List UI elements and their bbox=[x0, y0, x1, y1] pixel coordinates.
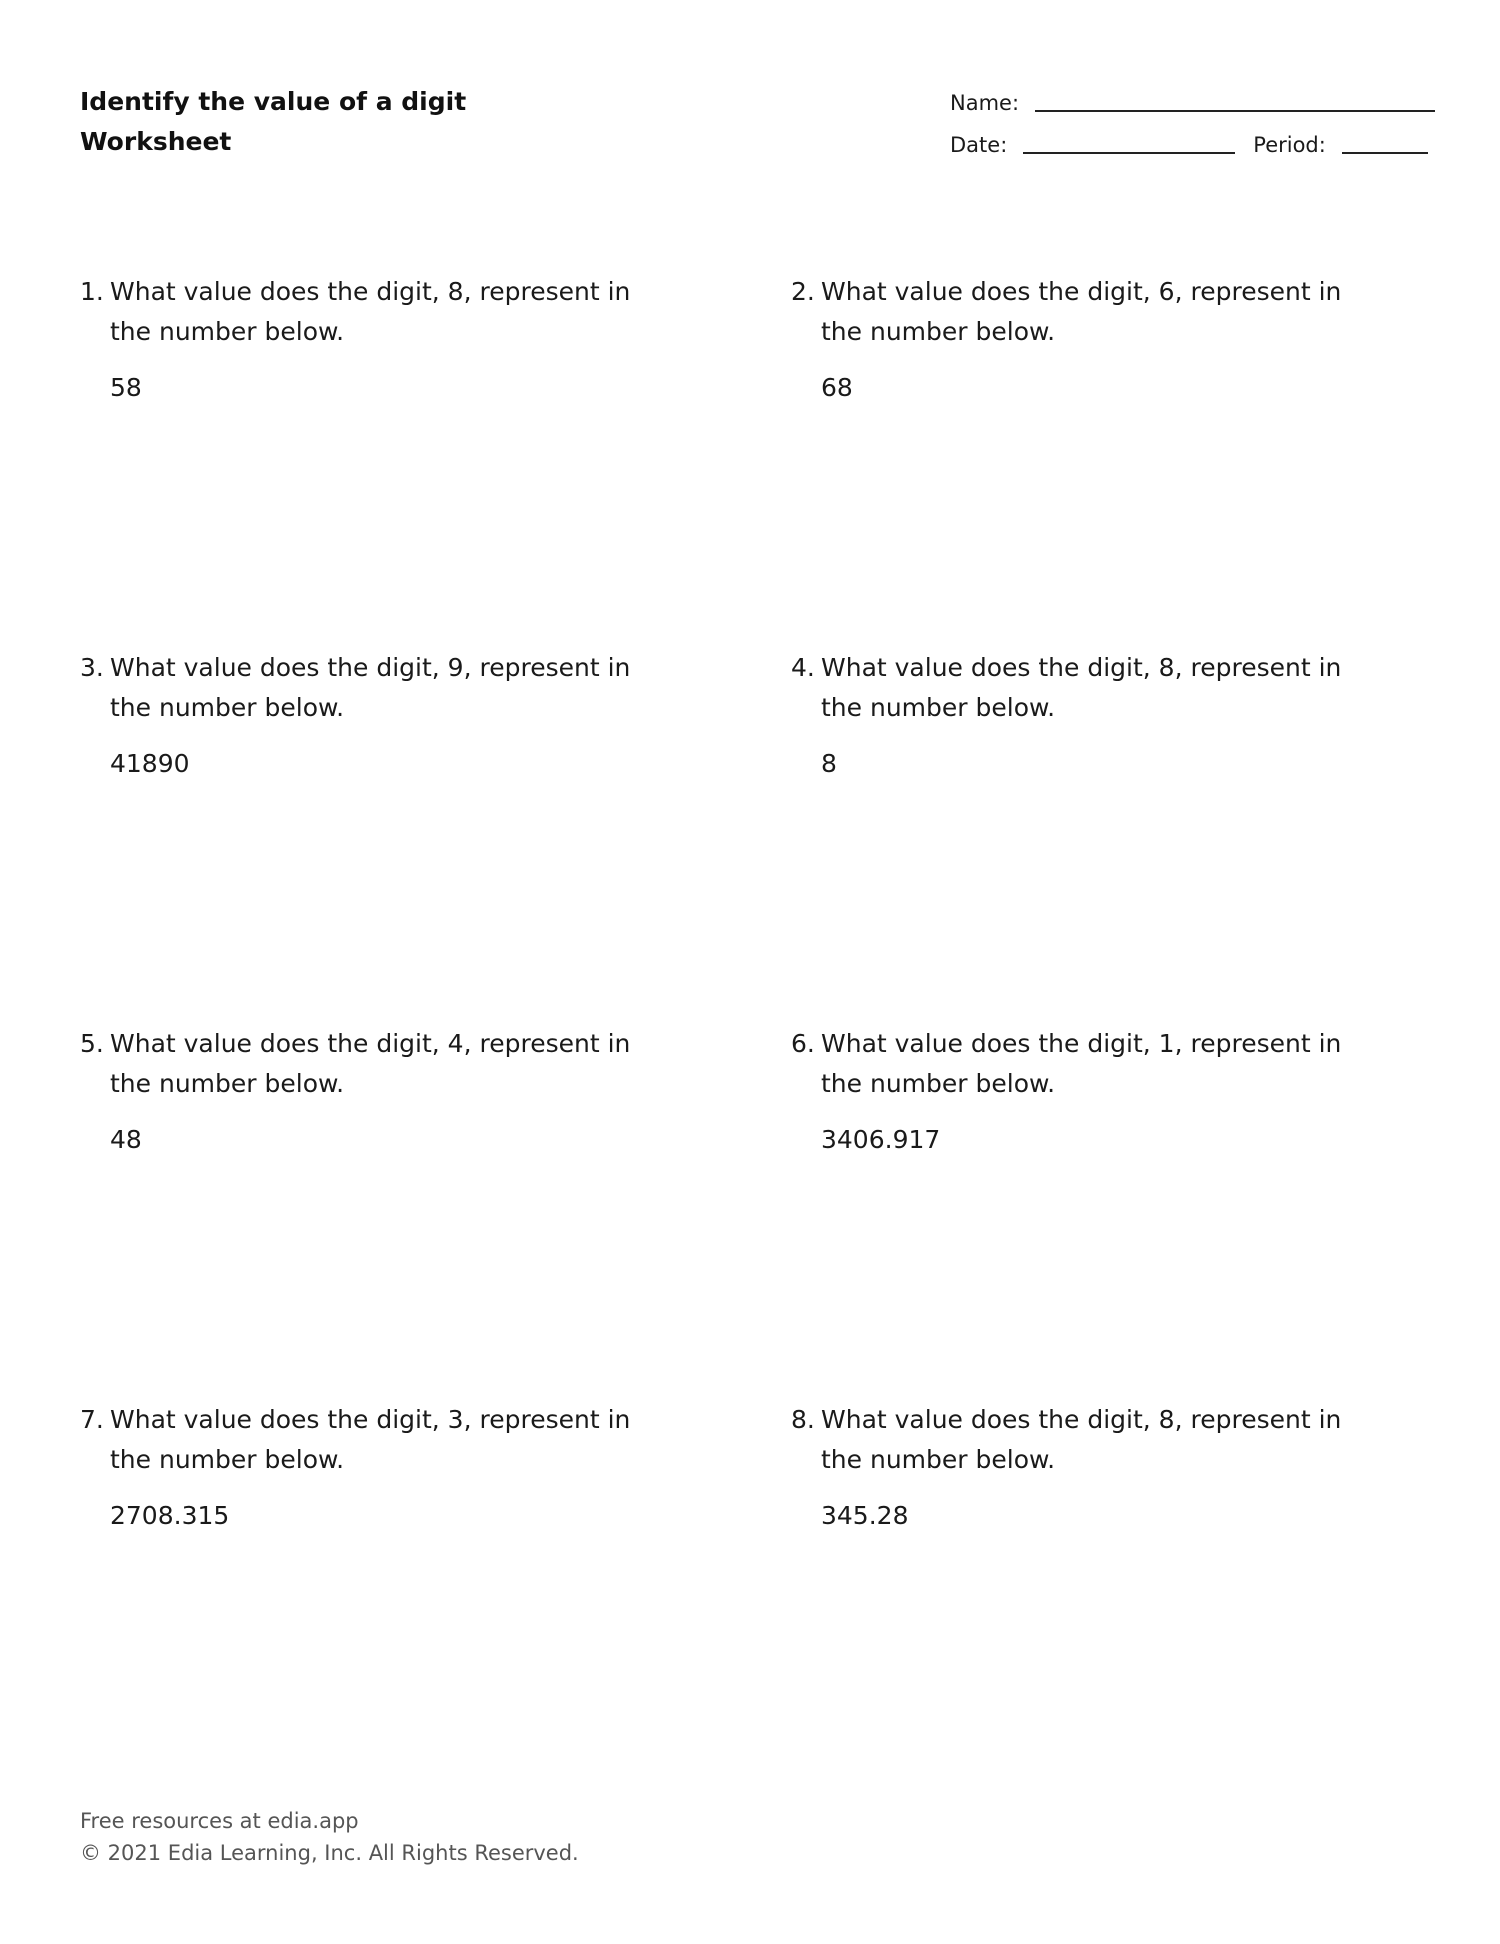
question-number-value: 345.28 bbox=[821, 1501, 909, 1530]
question-text: What value does the digit, 8, represent in the number below. bbox=[110, 277, 631, 346]
question-text: What value does the digit, 8, represent in the number below. bbox=[821, 1405, 1342, 1474]
question-7 bbox=[80, 1400, 680, 1536]
question-text: What value does the digit, 6, represent in the number below. bbox=[821, 277, 1342, 346]
question-number-value: 2708.315 bbox=[110, 1501, 230, 1530]
question-number-value: 8 bbox=[821, 749, 837, 778]
name-blank-line[interactable] bbox=[1035, 110, 1435, 112]
name-field bbox=[950, 90, 1435, 116]
question-number: 8. bbox=[791, 1405, 815, 1434]
question-4 bbox=[791, 648, 1391, 784]
question-number: 5. bbox=[80, 1029, 104, 1058]
question-number: 7. bbox=[80, 1405, 104, 1434]
question-number-value: 68 bbox=[821, 373, 853, 402]
question-text: What value does the digit, 1, represent in the number below. bbox=[821, 1029, 1342, 1098]
period-blank-line[interactable] bbox=[1342, 152, 1428, 154]
question-3 bbox=[80, 648, 680, 784]
period-label: Period: bbox=[1253, 133, 1326, 157]
question-text: What value does the digit, 3, represent in the number below. bbox=[110, 1405, 631, 1474]
question-8 bbox=[791, 1400, 1391, 1536]
question-number: 6. bbox=[791, 1029, 815, 1058]
date-blank-line[interactable] bbox=[1023, 152, 1235, 154]
question-number: 1. bbox=[80, 277, 104, 306]
question-2 bbox=[791, 272, 1391, 408]
page-footer bbox=[80, 1805, 579, 1869]
question-number-value: 3406.917 bbox=[821, 1125, 941, 1154]
footer-resources-text: Free resources at edia.app bbox=[80, 1809, 359, 1833]
worksheet-title bbox=[80, 82, 466, 162]
question-6 bbox=[791, 1024, 1391, 1160]
question-text: What value does the digit, 9, represent in the number below. bbox=[110, 653, 631, 722]
question-number: 2. bbox=[791, 277, 815, 306]
title-line-1: Identify the value of a digit bbox=[80, 87, 467, 116]
date-label: Date: bbox=[950, 133, 1008, 157]
question-1 bbox=[80, 272, 680, 408]
question-5 bbox=[80, 1024, 680, 1160]
question-number: 4. bbox=[791, 653, 815, 682]
question-number-value: 58 bbox=[110, 373, 142, 402]
question-number-value: 48 bbox=[110, 1125, 142, 1154]
date-period-field bbox=[950, 132, 1428, 158]
question-text: What value does the digit, 4, represent in the number below. bbox=[110, 1029, 631, 1098]
footer-copyright-text: © 2021 Edia Learning, Inc. All Rights Reserved. bbox=[80, 1841, 579, 1865]
question-text: What value does the digit, 8, represent in the number below. bbox=[821, 653, 1342, 722]
question-number: 3. bbox=[80, 653, 104, 682]
question-number-value: 41890 bbox=[110, 749, 190, 778]
title-line-2: Worksheet bbox=[80, 127, 232, 156]
name-label: Name: bbox=[950, 91, 1020, 115]
